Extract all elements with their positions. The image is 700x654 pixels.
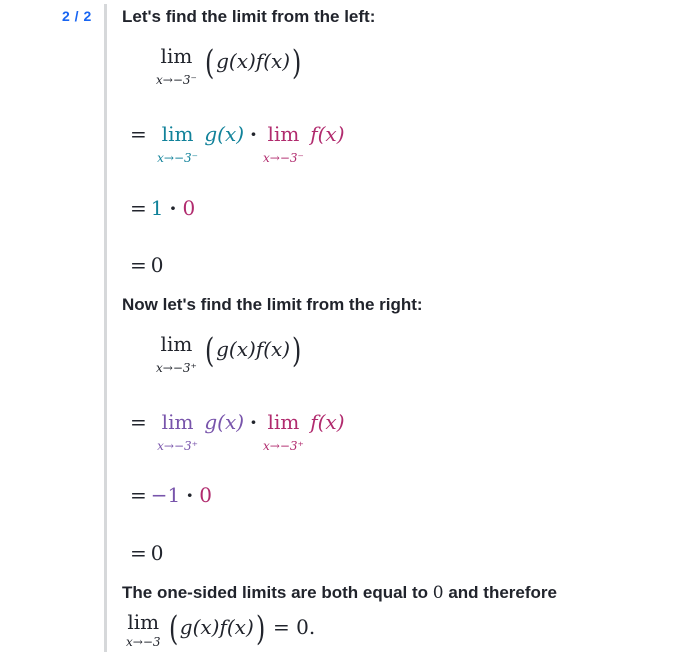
step-counter: 2 / 2 — [62, 8, 92, 24]
open-paren: ( — [204, 43, 215, 83]
right-limit-split: = lim x→−3⁺ g(x) · lim x→−3⁺ f(x) — [130, 410, 345, 453]
open-paren: ( — [204, 331, 215, 371]
right-limit-result: = 0 — [130, 541, 164, 565]
lim-f-right: lim x→−3⁺ — [263, 410, 304, 453]
left-limit-expression: lim x→−3⁻ (g(x)f(x)) — [156, 43, 302, 87]
close-paren: ) — [255, 609, 266, 649]
left-limit-split: = lim x→−3⁻ g(x) · lim x→−3⁻ f(x) — [130, 122, 345, 165]
left-limit-values: = 1 · 0 — [130, 196, 196, 220]
conclusion-expression: lim x→−3 (g(x)f(x)) = 0. — [126, 609, 316, 649]
lim-g-left: lim x→−3⁻ — [157, 122, 198, 165]
right-limit-values: = −1 · 0 — [130, 483, 212, 507]
left-rule-divider — [104, 4, 107, 652]
lim-g-right: lim x→−3⁺ — [157, 410, 198, 453]
left-limit-result: = 0 — [130, 253, 164, 277]
lim-operator: lim x→−3⁻ — [156, 44, 197, 87]
open-paren: ( — [168, 609, 178, 649]
lim-operator: lim x→−3 — [126, 610, 161, 649]
left-limit-intro: Let's find the limit from the left: — [122, 7, 376, 26]
lim-operator: lim x→−3⁺ — [156, 332, 197, 375]
right-limit-intro: Now let's find the limit from the right: — [122, 295, 423, 314]
conclusion-text: The one-sided limits are both equal to 0 and therefore — [122, 583, 557, 603]
lim-f-left: lim x→−3⁻ — [263, 122, 304, 165]
close-paren: ) — [292, 331, 302, 371]
close-paren: ) — [292, 43, 302, 83]
right-limit-expression: lim x→−3⁺ (g(x)f(x)) — [156, 331, 302, 375]
